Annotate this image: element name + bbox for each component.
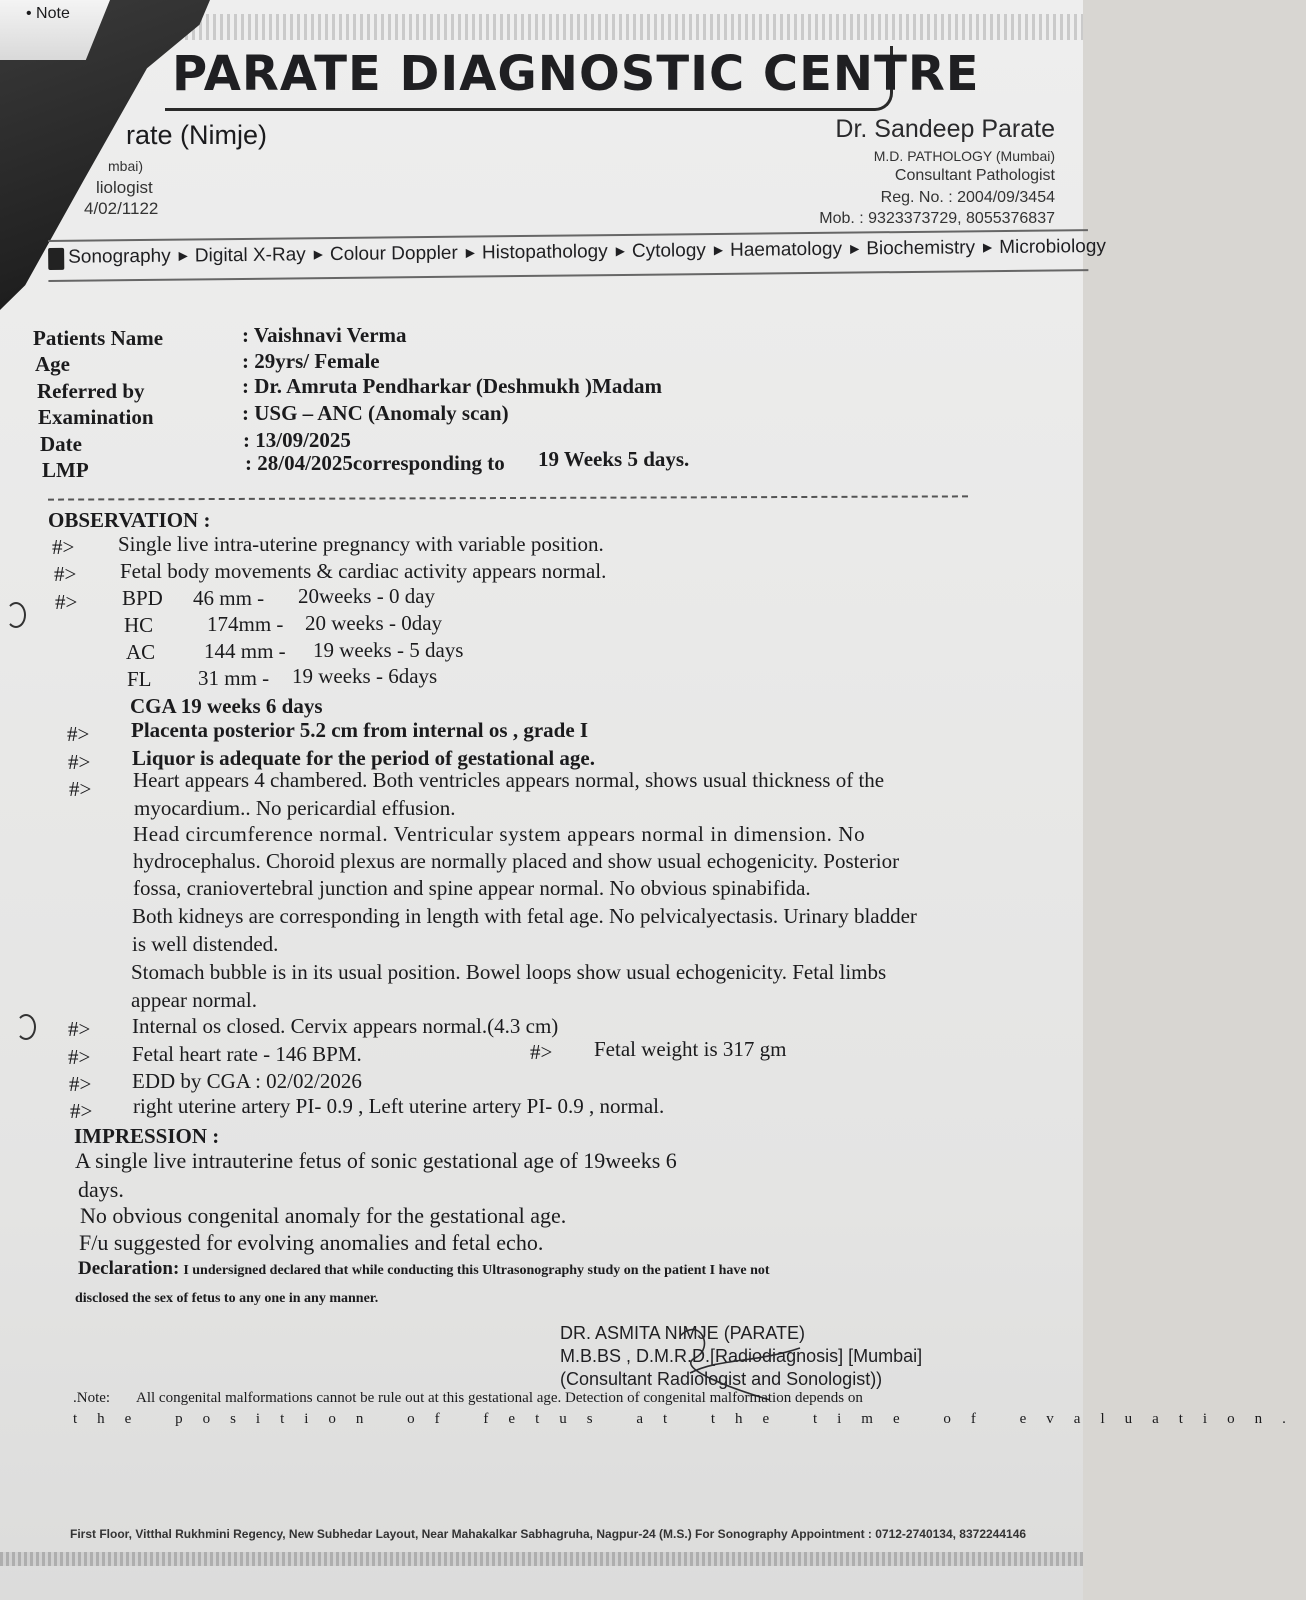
lmp-value: : 28/04/2025corresponding to: [245, 451, 505, 475]
left-doctor-line2: liologist: [96, 178, 153, 197]
centre-title: PARATE DIAGNOSTIC CENTRE: [172, 46, 980, 102]
head-line-2: hydrocephalus. Choroid plexus are normally placed and show usual echogenicity. Posterior: [133, 849, 900, 873]
arrow-icon: ▶: [615, 243, 626, 259]
arrow-icon: ▶: [849, 241, 860, 256]
head-line-3: fossa, craniovertebral junction and spine appear normal. No obvious spinabifida.: [133, 876, 811, 900]
fhr-line: Fetal heart rate - 146 BPM.: [132, 1042, 362, 1066]
punch-hole: [6, 602, 26, 628]
hash-marker: #>: [69, 1072, 92, 1096]
heart-line-1: Heart appears 4 chambered. Both ventricles appears normal, shows usual thickness of the: [133, 768, 885, 792]
lmp-weeks: 19 Weeks 5 days.: [538, 447, 690, 471]
arrow-icon: ▶: [465, 245, 476, 260]
date-value: : 13/09/2025: [243, 428, 351, 452]
observation-heading: OBSERVATION :: [48, 508, 211, 532]
hash-marker: #>: [68, 750, 91, 774]
note-text-1: All congenital malformations cannot be rule out at this gestational age. Detection of congenital malformation depends on: [136, 1390, 863, 1406]
ac-value: 144 mm -: [204, 639, 286, 663]
obs-line-1: Single live intra-uterine pregnancy with variable position.: [118, 532, 604, 556]
hash-marker: #>: [68, 1017, 91, 1041]
stomach-line-1: Stomach bubble is in its usual position. Bowel loops show usual echogenicity. Fetal limbs: [131, 960, 887, 984]
left-doctor-line1: mbai): [108, 158, 144, 174]
left-doctor-line3: 4/02/1122: [84, 199, 159, 218]
head-line-1: Head circumference normal. Ventricular system appears normal in dimension. No: [133, 822, 866, 846]
services-bullet: [48, 248, 64, 270]
patient-name-label: Patients Name: [33, 326, 164, 350]
footer-address: First Floor, Vitthal Rukhmini Regency, New Subhedar Layout, Near Mahakalkar Sabhagruha, Nagpur-24 (M.S.) For Sonography Appointment : 0712-2740134, 8372244146: [70, 1527, 1027, 1541]
declaration-text-1: I undersigned declared that while conducting this Ultrasonography study on the patient I have not: [183, 1263, 770, 1278]
punch-hole: [16, 1014, 36, 1040]
service-item: Digital X-Ray: [194, 244, 306, 267]
cga-line: CGA 19 weeks 6 days: [130, 694, 323, 718]
service-item: Microbiology: [999, 235, 1107, 259]
os-line: Internal os closed. Cervix appears normal.(4.3 cm): [132, 1014, 559, 1038]
hash-marker: #>: [52, 535, 75, 559]
hc-value: 174mm -: [207, 612, 284, 636]
right-doctor-title: Consultant Pathologist: [894, 167, 1055, 184]
impression-line-3: No obvious congenital anomaly for the gestational age.: [80, 1203, 567, 1228]
ac-age: 19 weeks - 5 days: [313, 638, 464, 662]
signature-degree: M.B.BS , D.M.R.D.[Radiodiagnosis] [Mumbai]: [560, 1346, 923, 1366]
hash-marker: #>: [530, 1040, 553, 1064]
note-tab: • Note: [26, 5, 70, 22]
stomach-line-2: appear normal.: [131, 988, 257, 1012]
edd-line: EDD by CGA : 02/02/2026: [132, 1069, 362, 1093]
fetal-weight-line: Fetal weight is 317 gm: [594, 1037, 787, 1061]
declaration-label: Declaration:: [78, 1258, 180, 1279]
examination-label: Examination: [38, 405, 154, 429]
service-item: Biochemistry: [866, 237, 976, 260]
hash-marker: #>: [70, 1099, 93, 1123]
right-doctor-name: Dr. Sandeep Parate: [835, 115, 1055, 143]
impression-line-1: A single live intrauterine fetus of sonic gestational age of 19weeks 6: [75, 1148, 677, 1173]
service-item: Sonography: [68, 245, 171, 268]
note-label: .Note:: [73, 1390, 111, 1406]
kidney-line-2: is well distended.: [132, 932, 279, 956]
arrow-icon: ▶: [313, 247, 324, 262]
artery-line: right uterine artery PI- 0.9 , Left uterine artery PI- 0.9 , normal.: [133, 1094, 665, 1118]
hash-marker: #>: [67, 722, 90, 746]
bpd-name: BPD: [122, 586, 163, 610]
hc-age: 20 weeks - 0day: [305, 611, 443, 635]
liquor-line: Liquor is adequate for the period of gestational age.: [132, 746, 595, 770]
hash-marker: #>: [55, 590, 78, 614]
hash-marker: #>: [69, 777, 92, 801]
arrow-icon: ▶: [982, 240, 993, 255]
right-doctor-reg: Reg. No. : 2004/09/3454: [880, 189, 1055, 206]
arrow-icon: ▶: [178, 248, 188, 263]
ac-name: AC: [126, 640, 156, 664]
heart-line-2: myocardium.. No pericardial effusion.: [134, 796, 456, 820]
note-text-2: the position of fetus at the time of evaluation.: [73, 1411, 1306, 1427]
header-hatch-band: [185, 14, 1083, 40]
arrow-icon: ▶: [713, 242, 724, 258]
referred-label: Referred by: [37, 379, 145, 403]
patient-name-value: : Vaishnavi Verma: [242, 323, 407, 347]
lmp-label: LMP: [42, 458, 89, 482]
bpd-value: 46 mm -: [193, 586, 265, 610]
fl-name: FL: [127, 667, 152, 691]
signature-role: (Consultant Radiologist and Sonologist)): [560, 1369, 883, 1389]
service-item: Colour Doppler: [329, 242, 458, 266]
examination-value: : USG – ANC (Anomaly scan): [242, 401, 509, 425]
impression-line-2: days.: [78, 1177, 124, 1202]
age-value: : 29yrs/ Female: [242, 349, 380, 373]
service-item: Cytology: [631, 240, 706, 262]
hc-name: HC: [124, 613, 154, 637]
hash-marker: #>: [68, 1045, 91, 1069]
kidney-line-1: Both kidneys are corresponding in length with fetal age. No pelvicalyectasis. Urinary bladder: [132, 904, 917, 928]
service-item: Haematology: [729, 238, 843, 261]
referred-value: : Dr. Amruta Pendharkar (Deshmukh )Madam: [242, 374, 663, 398]
declaration-text-2: disclosed the sex of fetus to any one in any manner.: [75, 1291, 379, 1306]
obs-line-2: Fetal body movements & cardiac activity appears normal.: [120, 559, 607, 583]
impression-heading: IMPRESSION :: [74, 1124, 220, 1148]
right-doctor-mobile: Mob. : 9323373729, 8055376837: [819, 210, 1055, 227]
declaration-block: [78, 1258, 770, 1280]
impression-line-4: F/u suggested for evolving anomalies and fetal echo.: [79, 1230, 544, 1255]
service-item: Histopathology: [481, 241, 608, 264]
hash-marker: #>: [54, 562, 77, 586]
fl-value: 31 mm -: [198, 666, 270, 690]
fl-age: 19 weeks - 6days: [292, 664, 438, 688]
right-doctor-qualification: M.D. PATHOLOGY (Mumbai): [873, 148, 1055, 164]
placenta-line: Placenta posterior 5.2 cm from internal os , grade I: [131, 718, 589, 742]
bpd-age: 20weeks - 0 day: [298, 584, 436, 608]
left-doctor-name: rate (Nimje): [126, 120, 268, 150]
age-label: Age: [35, 352, 70, 376]
date-label: Date: [40, 432, 82, 456]
signature-name: DR. ASMITA NIMJE (PARATE): [560, 1323, 806, 1343]
footer-band: [0, 1552, 1083, 1566]
services-list: [68, 236, 1106, 269]
